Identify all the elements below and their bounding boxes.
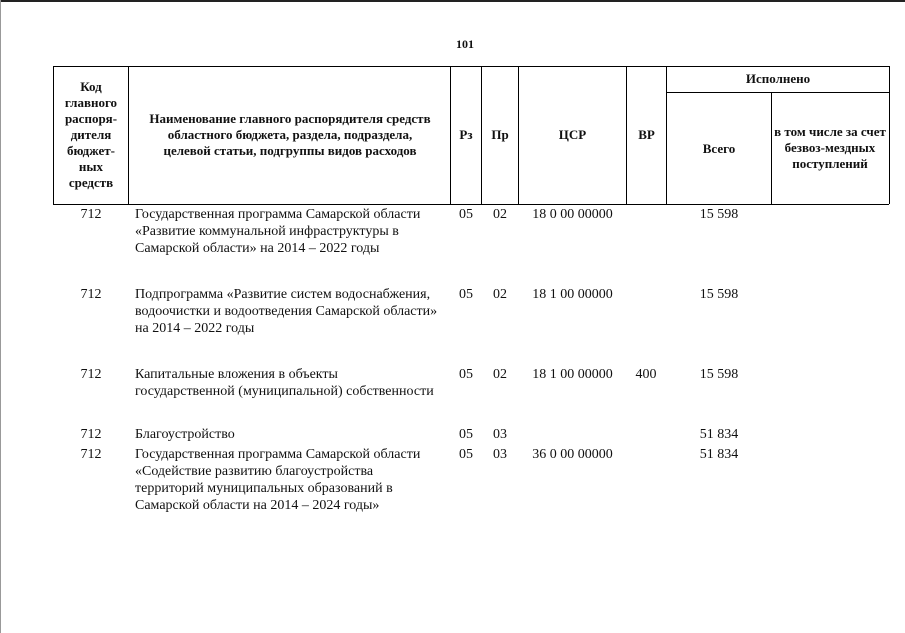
header-rz: Рз <box>459 127 473 142</box>
header-csr: ЦСР <box>558 127 587 142</box>
cell-pr: 02 <box>493 367 507 382</box>
page-number: 101 <box>456 37 474 51</box>
cell-code: 712 <box>80 207 102 222</box>
cell-pr: 03 <box>493 447 507 462</box>
cell-csr: 36 0 00 00000 <box>532 447 613 462</box>
header-vr: ВР <box>638 127 655 142</box>
cell-rz: 05 <box>459 287 473 302</box>
cell-name: Благоустройство <box>135 427 235 442</box>
cell-name: Государственная программа Самарской области «Развитие коммунальной инфраструктуры в Самарской области» на 2014 – 2022 годы <box>135 207 421 256</box>
header-executed: Исполнено <box>745 71 811 86</box>
cell-rz: 05 <box>459 447 473 462</box>
cell-vr: 400 <box>635 367 657 382</box>
cell-name: Государственная программа Самарской области «Содействие развитию благоустройства территорий муниципальных образований в Самарской области на 2014 – 2024 годы» <box>135 447 421 513</box>
header-bottom-line <box>53 204 889 205</box>
header-divider <box>771 92 772 204</box>
cell-name: Подпрограмма «Развитие систем водоснабжения, водоочистки и водоотведения Самарской области» на 2014 – 2022 годы <box>135 287 438 336</box>
cell-code: 712 <box>80 427 102 442</box>
cell-total: 15 598 <box>699 207 739 222</box>
header-divider <box>53 66 54 204</box>
header-total: Всего <box>702 141 736 156</box>
cell-total: 15 598 <box>699 287 739 302</box>
cell-total: 51 834 <box>699 447 739 462</box>
cell-csr: 18 1 00 00000 <box>532 367 613 382</box>
header-code: Код главного распоря-дителя бюджет-ных средств <box>64 79 118 190</box>
cell-csr: 18 1 00 00000 <box>532 287 613 302</box>
cell-total: 51 834 <box>699 427 739 442</box>
page-top-border <box>0 0 905 2</box>
cell-rz: 05 <box>459 367 473 382</box>
cell-code: 712 <box>80 447 102 462</box>
page-left-border <box>0 0 1 633</box>
cell-csr: 18 0 00 00000 <box>532 207 613 222</box>
header-top-line <box>53 66 889 67</box>
cell-pr: 02 <box>493 207 507 222</box>
cell-pr: 02 <box>493 287 507 302</box>
cell-rz: 05 <box>459 427 473 442</box>
header-pr: Пр <box>491 127 509 142</box>
header-divider <box>128 66 129 204</box>
cell-pr: 03 <box>493 427 507 442</box>
cell-code: 712 <box>80 287 102 302</box>
header-divider <box>889 66 890 204</box>
header-mid-line <box>666 92 889 93</box>
cell-total: 15 598 <box>699 367 739 382</box>
header-including: в том числе за счет безвоз-мездных поступлений <box>774 124 886 171</box>
cell-code: 712 <box>80 367 102 382</box>
cell-name: Капитальные вложения в объекты государственной (муниципальной) собственности <box>135 367 434 399</box>
header-name: Наименование главного распорядителя средств областного бюджета, раздела, подраздела, целевой статьи, подгруппы видов расходов <box>149 111 431 158</box>
cell-rz: 05 <box>459 207 473 222</box>
